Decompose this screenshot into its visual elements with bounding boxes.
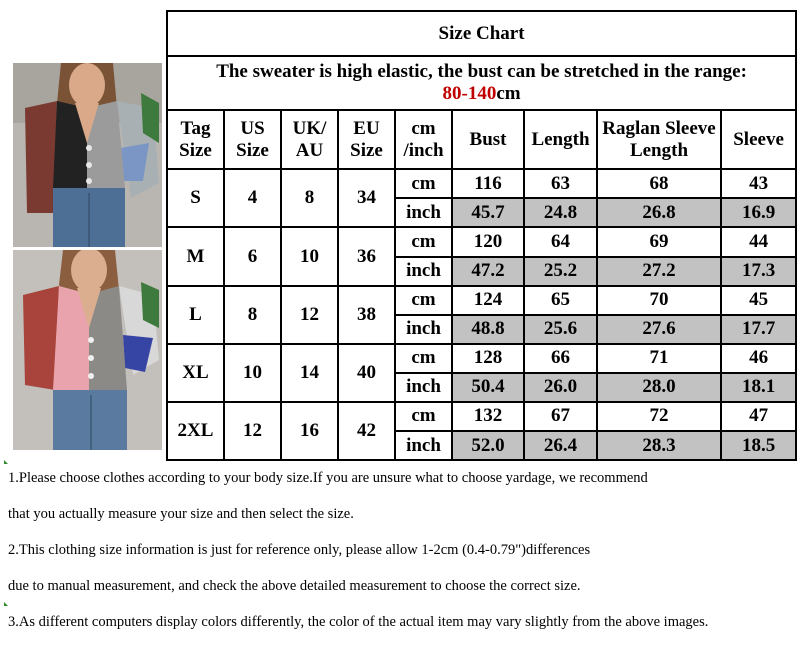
size-row-cm bbox=[167, 169, 796, 198]
tag-size: M bbox=[167, 227, 224, 285]
unit-inch: inch bbox=[395, 315, 452, 344]
us-size: 6 bbox=[224, 227, 281, 285]
product-photo-dark-cardigan bbox=[13, 63, 162, 247]
unit-inch: inch bbox=[395, 431, 452, 460]
sleeve-inch: 16.9 bbox=[721, 198, 796, 227]
uk-size: 8 bbox=[281, 169, 338, 227]
length-inch: 25.2 bbox=[524, 257, 597, 286]
raglan-inch: 26.8 bbox=[597, 198, 721, 227]
tag-size: XL bbox=[167, 344, 224, 402]
unit-inch: inch bbox=[395, 198, 452, 227]
bust-cm: 116 bbox=[452, 169, 524, 198]
length-inch: 26.4 bbox=[524, 431, 597, 460]
eu-size: 38 bbox=[338, 286, 395, 344]
length-cm: 66 bbox=[524, 344, 597, 373]
bust-cm: 120 bbox=[452, 227, 524, 256]
header-eu-size: EU Size bbox=[338, 110, 395, 169]
bust-inch: 50.4 bbox=[452, 373, 524, 402]
sleeve-cm: 44 bbox=[721, 227, 796, 256]
size-row-cm bbox=[167, 402, 796, 431]
note-line-1: 1.Please choose clothes according to your body size.If you are unsure what to choose yardage, we recommend bbox=[8, 470, 648, 486]
header-tag-size: Tag Size bbox=[167, 110, 224, 169]
unit-cm: cm bbox=[395, 286, 452, 315]
unit-cm: cm bbox=[395, 402, 452, 431]
us-size: 10 bbox=[224, 344, 281, 402]
uk-size: 16 bbox=[281, 402, 338, 460]
sleeve-inch: 17.7 bbox=[721, 315, 796, 344]
header-uk-au: UK/ AU bbox=[281, 110, 338, 169]
sleeve-cm: 46 bbox=[721, 344, 796, 373]
bust-inch: 45.7 bbox=[452, 198, 524, 227]
note-line-5: 3.As different computers display colors differently, the color of the actual item may vary slightly from the above images. bbox=[8, 614, 709, 630]
sleeve-inch: 18.5 bbox=[721, 431, 796, 460]
eu-size: 34 bbox=[338, 169, 395, 227]
note-line-2: that you actually measure your size and then select the size. bbox=[8, 506, 354, 522]
sleeve-cm: 45 bbox=[721, 286, 796, 315]
eu-size: 42 bbox=[338, 402, 395, 460]
unit-cm: cm bbox=[395, 169, 452, 198]
raglan-inch: 27.6 bbox=[597, 315, 721, 344]
corner-mark-icon bbox=[4, 460, 8, 464]
header-unit: cm /inch bbox=[395, 110, 452, 169]
header-bust: Bust bbox=[452, 110, 524, 169]
uk-size: 10 bbox=[281, 227, 338, 285]
size-table bbox=[166, 10, 797, 461]
tag-size: 2XL bbox=[167, 402, 224, 460]
raglan-inch: 27.2 bbox=[597, 257, 721, 286]
header-row bbox=[167, 110, 796, 169]
tag-size: L bbox=[167, 286, 224, 344]
bust-inch: 52.0 bbox=[452, 431, 524, 460]
sleeve-cm: 47 bbox=[721, 402, 796, 431]
note-line-4: due to manual measurement, and check the above detailed measurement to choose the correct size. bbox=[8, 578, 581, 594]
bust-stretch-range: 80-140 bbox=[442, 83, 497, 105]
us-size: 12 bbox=[224, 402, 281, 460]
size-row-cm bbox=[167, 227, 796, 256]
bust-cm: 132 bbox=[452, 402, 524, 431]
bust-stretch-unit: cm bbox=[496, 83, 521, 105]
us-size: 4 bbox=[224, 169, 281, 227]
elasticity-note bbox=[167, 56, 796, 110]
unit-cm: cm bbox=[395, 344, 452, 373]
note-line-3: 2.This clothing size information is just for reference only, please allow 1-2cm (0.4-0.79")differences bbox=[8, 542, 591, 558]
corner-mark-icon bbox=[4, 602, 8, 606]
size-row-cm bbox=[167, 344, 796, 373]
raglan-cm: 69 bbox=[597, 227, 721, 256]
header-us-size: US Size bbox=[224, 110, 281, 169]
length-cm: 67 bbox=[524, 402, 597, 431]
product-photo-pink-cardigan bbox=[13, 250, 162, 450]
length-inch: 26.0 bbox=[524, 373, 597, 402]
eu-size: 40 bbox=[338, 344, 395, 402]
size-row-cm bbox=[167, 286, 796, 315]
raglan-inch: 28.0 bbox=[597, 373, 721, 402]
sleeve-cm: 43 bbox=[721, 169, 796, 198]
header-raglan-sleeve-length: Raglan Sleeve Length bbox=[597, 110, 721, 169]
raglan-cm: 71 bbox=[597, 344, 721, 373]
uk-size: 14 bbox=[281, 344, 338, 402]
bust-inch: 47.2 bbox=[452, 257, 524, 286]
unit-cm: cm bbox=[395, 227, 452, 256]
sleeve-inch: 17.3 bbox=[721, 257, 796, 286]
length-cm: 64 bbox=[524, 227, 597, 256]
eu-size: 36 bbox=[338, 227, 395, 285]
unit-inch: inch bbox=[395, 257, 452, 286]
header-sleeve: Sleeve bbox=[721, 110, 796, 169]
us-size: 8 bbox=[224, 286, 281, 344]
unit-inch: inch bbox=[395, 373, 452, 402]
length-cm: 65 bbox=[524, 286, 597, 315]
length-cm: 63 bbox=[524, 169, 597, 198]
sleeve-inch: 18.1 bbox=[721, 373, 796, 402]
bust-cm: 124 bbox=[452, 286, 524, 315]
size-chart bbox=[6, 10, 795, 461]
chart-title: Size Chart bbox=[167, 11, 796, 56]
raglan-cm: 72 bbox=[597, 402, 721, 431]
elasticity-note-text: The sweater is high elastic, the bust can be stretched in the range: bbox=[216, 61, 747, 83]
raglan-cm: 70 bbox=[597, 286, 721, 315]
length-inch: 24.8 bbox=[524, 198, 597, 227]
bust-cm: 128 bbox=[452, 344, 524, 373]
uk-size: 12 bbox=[281, 286, 338, 344]
length-inch: 25.6 bbox=[524, 315, 597, 344]
raglan-cm: 68 bbox=[597, 169, 721, 198]
header-length: Length bbox=[524, 110, 597, 169]
tag-size: S bbox=[167, 169, 224, 227]
bust-inch: 48.8 bbox=[452, 315, 524, 344]
raglan-inch: 28.3 bbox=[597, 431, 721, 460]
